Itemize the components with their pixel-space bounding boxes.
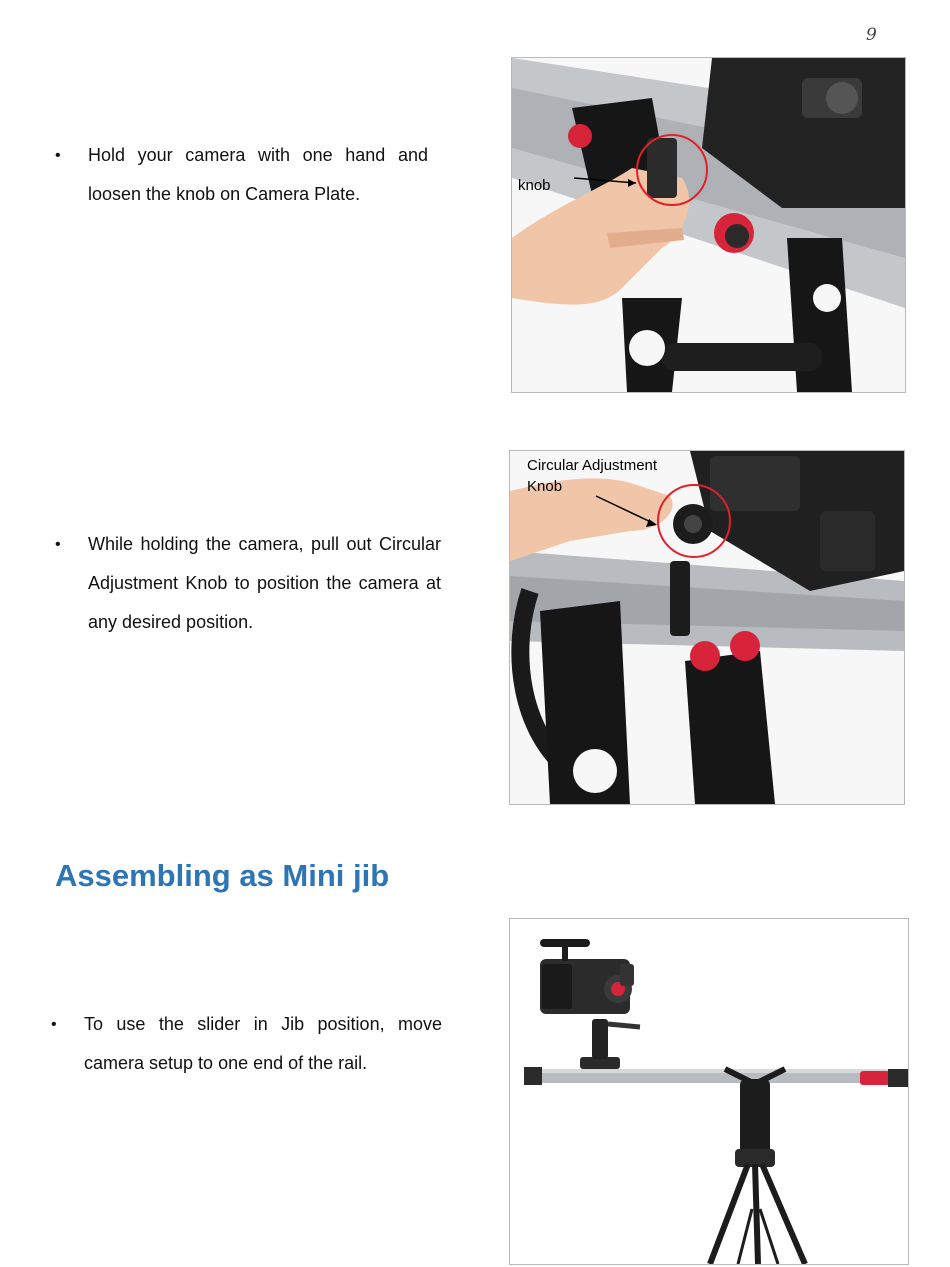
instruction-item-3 xyxy=(51,1005,442,1083)
callout-line-2: Knob xyxy=(527,478,563,495)
page-number: 9 xyxy=(866,25,877,45)
section-heading: Assembling as Mini jib xyxy=(55,858,390,893)
bullet-icon: • xyxy=(55,147,61,164)
callout-knob: knob xyxy=(518,177,551,194)
photo-slider-on-tripod xyxy=(509,918,909,1265)
photo-circular-adjustment-knob xyxy=(509,450,905,805)
bullet-icon: • xyxy=(51,1016,57,1033)
instruction-item-2 xyxy=(55,525,441,642)
bullet-icon: • xyxy=(55,536,61,553)
instruction-text-3: To use the slider in Jib position, move camera setup to one end of the rail. xyxy=(84,1014,442,1073)
instruction-text-1: Hold your camera with one hand and loosen the knob on Camera Plate. xyxy=(88,145,428,204)
photo-loosen-knob xyxy=(511,57,906,393)
hand-loosening-knob-photo xyxy=(512,58,905,392)
callout-circular-adjustment-knob xyxy=(527,455,657,497)
instruction-text-2: While holding the camera, pull out Circular Adjustment Knob to position the camera at any desired position. xyxy=(88,534,441,632)
instruction-item-1 xyxy=(55,136,428,214)
circular-adjustment-knob-photo xyxy=(510,451,904,804)
callout-line-1: Circular Adjustment xyxy=(527,457,658,474)
slider-on-tripod-photo xyxy=(510,919,908,1264)
